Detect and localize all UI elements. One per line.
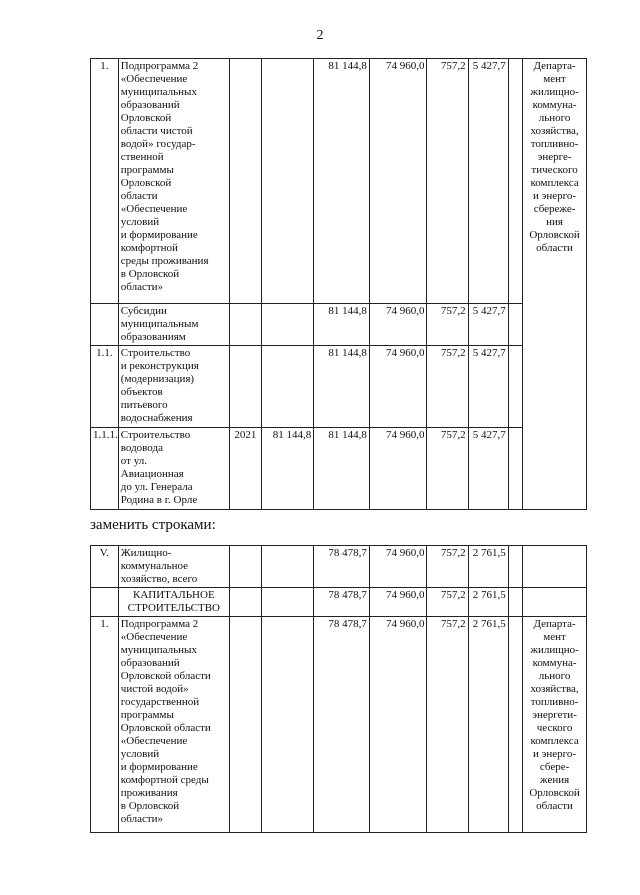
table-row <box>91 588 587 617</box>
row-value-5 <box>508 304 522 346</box>
row-index: 1.1. <box>91 346 119 428</box>
row-value-5 <box>508 588 522 617</box>
row-year: 2021 <box>229 428 261 510</box>
row-description: Подпрограмма 2 «Обеспечение муниципальных образований Орловской области чистой водой» государ- ственной программы Орловской области «Обеспечение условий и формирование комфортной среды проживания в Орловской области» <box>118 59 229 304</box>
row-description: Строительство водовода от ул. Авиационная до ул. Генерала Родина в г. Орле <box>118 428 229 510</box>
budget-table-old <box>90 58 587 510</box>
row-value-1: 78 478,7 <box>314 617 370 833</box>
row-value-5 <box>508 59 522 304</box>
row-index: 1.1.1. <box>91 428 119 510</box>
responsible-department <box>523 546 587 588</box>
row-value-3: 757,2 <box>427 428 468 510</box>
row-value-3: 757,2 <box>427 588 468 617</box>
row-year <box>229 346 261 428</box>
row-total <box>261 59 313 304</box>
row-value-2: 74 960,0 <box>369 588 427 617</box>
table-row <box>91 428 587 510</box>
budget-table-new <box>90 545 587 833</box>
table-row <box>91 346 587 428</box>
row-value-2: 74 960,0 <box>369 346 427 428</box>
row-value-5 <box>508 546 522 588</box>
row-index <box>91 304 119 346</box>
row-value-1: 81 144,8 <box>314 346 370 428</box>
row-value-3: 757,2 <box>427 617 468 833</box>
row-value-5 <box>508 617 522 833</box>
row-value-1: 81 144,8 <box>314 304 370 346</box>
row-value-2: 74 960,0 <box>369 617 427 833</box>
row-year <box>229 588 261 617</box>
row-index: 1. <box>91 617 119 833</box>
table-row <box>91 59 587 304</box>
row-value-2: 74 960,0 <box>369 546 427 588</box>
row-total <box>261 304 313 346</box>
row-total <box>261 346 313 428</box>
row-value-3: 757,2 <box>427 346 468 428</box>
row-value-4: 2 761,5 <box>468 617 508 833</box>
row-value-3: 757,2 <box>427 304 468 346</box>
row-value-3: 757,2 <box>427 59 468 304</box>
row-value-2: 74 960,0 <box>369 304 427 346</box>
table-row <box>91 617 587 833</box>
row-value-2: 74 960,0 <box>369 428 427 510</box>
responsible-department <box>523 588 587 617</box>
row-index: V. <box>91 546 119 588</box>
row-value-1: 81 144,8 <box>314 59 370 304</box>
row-year <box>229 617 261 833</box>
row-year <box>229 59 261 304</box>
row-total <box>261 546 313 588</box>
row-year <box>229 304 261 346</box>
row-value-4: 5 427,7 <box>468 346 508 428</box>
row-description: Строительство и реконструкция (модернизация) объектов питьевого водоснабжения <box>118 346 229 428</box>
row-value-3: 757,2 <box>427 546 468 588</box>
replace-instruction: заменить строками: <box>90 517 216 533</box>
row-total: 81 144,8 <box>261 428 313 510</box>
row-value-1: 78 478,7 <box>314 546 370 588</box>
row-value-2: 74 960,0 <box>369 59 427 304</box>
row-total <box>261 588 313 617</box>
row-value-5 <box>508 346 522 428</box>
row-value-4: 5 427,7 <box>468 304 508 346</box>
row-value-4: 2 761,5 <box>468 588 508 617</box>
row-total <box>261 617 313 833</box>
page-number: 2 <box>316 28 324 43</box>
row-description: Жилищно- коммунальное хозяйство, всего <box>118 546 229 588</box>
row-description: КАПИТАЛЬНОЕ СТРОИТЕЛЬСТВО <box>118 588 229 617</box>
row-value-4: 5 427,7 <box>468 428 508 510</box>
row-value-4: 5 427,7 <box>468 59 508 304</box>
responsible-department: Департа- мент жилищно- коммуна- льного хозяйства, топливно- энергети- ческого комплекса и энерго- сбере- жения Орловской области <box>523 617 587 833</box>
row-description: Подпрограмма 2 «Обеспечение муниципальных образований Орловской области чистой водой» государственной программы Орловской области «Обеспечение условий и формирование комфортной среды проживания в Орловской области» <box>118 617 229 833</box>
row-value-4: 2 761,5 <box>468 546 508 588</box>
row-value-5 <box>508 428 522 510</box>
row-value-1: 81 144,8 <box>314 428 370 510</box>
row-year <box>229 546 261 588</box>
row-index <box>91 588 119 617</box>
row-description: Субсидии муниципальным образованиям <box>118 304 229 346</box>
row-index: 1. <box>91 59 119 304</box>
responsible-department: Департа- мент жилищно- коммуна- льного хозяйства, топливно- энерге- тического комплекса и энерго- сбереже- ния Орловской области <box>523 59 587 510</box>
table-row <box>91 304 587 346</box>
table-row <box>91 546 587 588</box>
row-value-1: 78 478,7 <box>314 588 370 617</box>
